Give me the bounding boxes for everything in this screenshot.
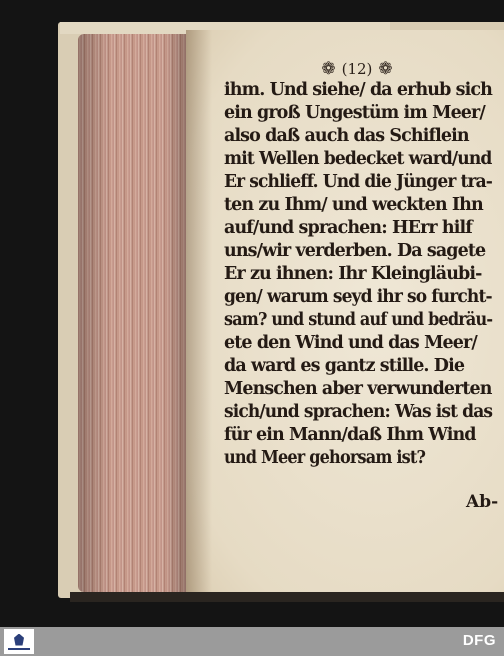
text-line: sich/und sprachen: Was ist das	[224, 402, 493, 422]
page-edges-shade	[78, 34, 186, 592]
text-line: mit Wellen bedecket ward/und	[224, 149, 492, 169]
text-line: für ein Mann/daß Ihm Wind	[224, 425, 476, 445]
viewer-footer-bar	[0, 627, 504, 656]
text-line: Er schlieff. Und die Jünger tra-	[224, 172, 493, 192]
book-bottom-shadow	[70, 592, 504, 602]
text-line: ete den Wind und das Meer/	[224, 333, 477, 353]
text-line: ten zu Ihm/ und weckten Ihn	[224, 195, 483, 215]
page-text-block	[224, 79, 492, 470]
dfg-logo[interactable]: DFG	[462, 632, 496, 649]
library-wordmark-icon	[8, 648, 30, 650]
text-line: ihm. Und siehe/ da erhub sich	[224, 80, 492, 100]
text-line: gen/ warum seyd ihr so furcht-	[224, 287, 492, 307]
text-line: ein groß Ungestüm im Meer/	[224, 103, 485, 123]
text-line: da ward es gantz stille. Die	[224, 356, 465, 376]
text-line: sam? und stund auf und bedräu-	[224, 310, 493, 330]
ornament-right-icon: ❁	[378, 58, 393, 79]
page-header	[312, 57, 402, 81]
text-line: also daß auch das Schiflein	[224, 126, 469, 146]
text-line: Er zu ihnen: Ihr Kleingläubi-	[224, 264, 482, 284]
catchword: Ab-	[466, 492, 499, 512]
library-emblem-icon	[14, 634, 24, 646]
text-line: und Meer gehorsam ist?	[224, 448, 426, 468]
text-line: auf/und sprachen: HErr hilf	[224, 218, 472, 238]
page-gutter-shadow	[186, 30, 212, 596]
text-line: Menschen aber verwunderten	[224, 379, 492, 399]
ornament-left-icon: ❁	[321, 58, 336, 79]
page-number: (12)	[341, 60, 373, 78]
library-logo-icon[interactable]	[4, 629, 34, 654]
text-line: uns/wir verderben. Da sagete	[224, 241, 486, 261]
